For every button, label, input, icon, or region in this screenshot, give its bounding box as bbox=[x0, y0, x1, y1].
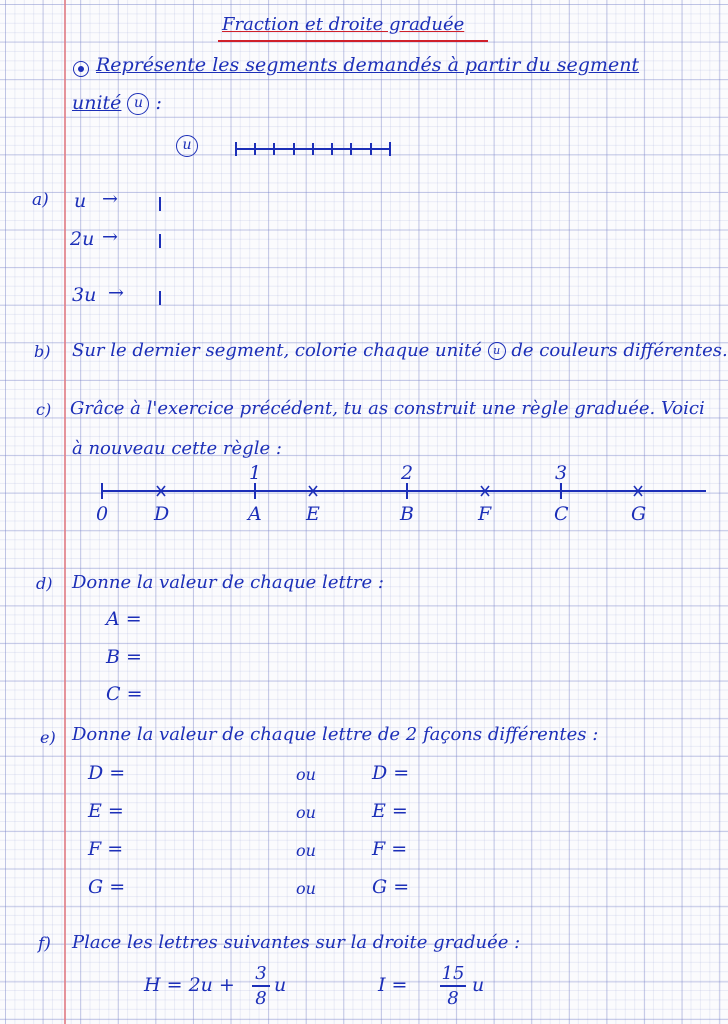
part-f-i-fraction bbox=[440, 963, 466, 1009]
part-e-letter: e) bbox=[40, 728, 56, 747]
fraction-denominator: 8 bbox=[255, 988, 267, 1009]
part-e-row-right: D = bbox=[372, 762, 410, 784]
part-e-row-left: E = bbox=[88, 800, 124, 822]
number-line-label-g: G bbox=[631, 503, 647, 525]
fraction-denominator: 8 bbox=[447, 988, 459, 1009]
part-b-text-before: Sur le dernier segment, colorie chaque unité bbox=[72, 340, 482, 361]
intro-colon: : bbox=[155, 92, 162, 114]
unit-circle-symbol: u bbox=[127, 93, 149, 115]
arrow-icon: → bbox=[108, 282, 124, 304]
part-e-row-ou: ou bbox=[296, 765, 316, 784]
fraction-bar bbox=[252, 985, 270, 987]
intro-line-1: Représente les segments demandés à partir du segment bbox=[96, 54, 640, 76]
part-d-text: Donne la valeur de chaque lettre : bbox=[72, 572, 384, 593]
number-line-top-label: 2 bbox=[401, 462, 414, 484]
number-line-label-b: B bbox=[400, 503, 414, 525]
number-line-top-label: 1 bbox=[249, 462, 262, 484]
part-f-i-unit: u bbox=[472, 974, 485, 996]
part-e-row-left: D = bbox=[88, 762, 126, 784]
number-line-label-c: C bbox=[554, 503, 569, 525]
part-a-row-1-label: u bbox=[74, 190, 87, 212]
arrow-icon: → bbox=[102, 226, 118, 248]
part-d-item-c: C = bbox=[106, 683, 143, 705]
part-e-row-ou: ou bbox=[296, 879, 316, 898]
part-c-line-1: Grâce à l'exercice précédent, tu as construit une règle graduée. Voici bbox=[70, 398, 705, 419]
part-e-text: Donne la valeur de chaque lettre de 2 façons différentes : bbox=[72, 724, 599, 745]
part-e-row-ou: ou bbox=[296, 803, 316, 822]
part-a-row-2-label: 2u bbox=[70, 228, 95, 250]
unit-circle-symbol: u bbox=[488, 342, 506, 360]
part-e-row-ou: ou bbox=[296, 841, 316, 860]
part-f-h-fraction bbox=[252, 963, 270, 1009]
part-e-row-left: F = bbox=[88, 838, 124, 860]
fraction-numerator: 3 bbox=[255, 963, 267, 984]
part-e-row-right: F = bbox=[372, 838, 408, 860]
part-f-letter: f) bbox=[38, 934, 51, 954]
number-line bbox=[102, 483, 706, 499]
part-b-text bbox=[72, 340, 728, 361]
fraction-numerator: 15 bbox=[441, 963, 465, 984]
part-d-item-a: A = bbox=[106, 608, 142, 630]
part-e-row-right: E = bbox=[372, 800, 408, 822]
number-line-label-f: F bbox=[478, 503, 492, 525]
unit-segment-circle: u bbox=[176, 135, 198, 157]
number-line-top-label: 3 bbox=[555, 462, 568, 484]
part-a-letter: a) bbox=[32, 190, 49, 210]
part-d-letter: d) bbox=[36, 574, 53, 593]
number-line-label-e: E bbox=[306, 503, 320, 525]
intro-word-unite: unité bbox=[72, 92, 122, 114]
part-f-h-label: H = 2u + bbox=[144, 974, 235, 996]
part-a-row-3-label: 3u bbox=[72, 284, 97, 306]
number-line-label-d: D bbox=[154, 503, 170, 525]
part-b-text-after: de couleurs différentes. bbox=[511, 340, 728, 361]
part-d-item-b: B = bbox=[106, 646, 142, 668]
part-e-row-right: G = bbox=[372, 876, 410, 898]
part-e-row-left: G = bbox=[88, 876, 126, 898]
part-c-line-2: à nouveau cette règle : bbox=[72, 438, 282, 459]
number-line-label-0: 0 bbox=[96, 503, 109, 525]
part-c-letter: c) bbox=[36, 400, 52, 419]
unit-segment bbox=[236, 142, 390, 156]
part-f-text: Place les lettres suivantes sur la droite graduée : bbox=[72, 932, 521, 953]
part-f-i-label: I = bbox=[378, 974, 408, 996]
fraction-bar bbox=[440, 985, 466, 987]
part-f-h-unit: u bbox=[274, 974, 287, 996]
part-b-letter: b) bbox=[34, 342, 51, 361]
page-title: Fraction et droite graduée bbox=[222, 14, 465, 35]
number-line-label-a: A bbox=[248, 503, 262, 525]
arrow-icon: → bbox=[102, 188, 118, 210]
